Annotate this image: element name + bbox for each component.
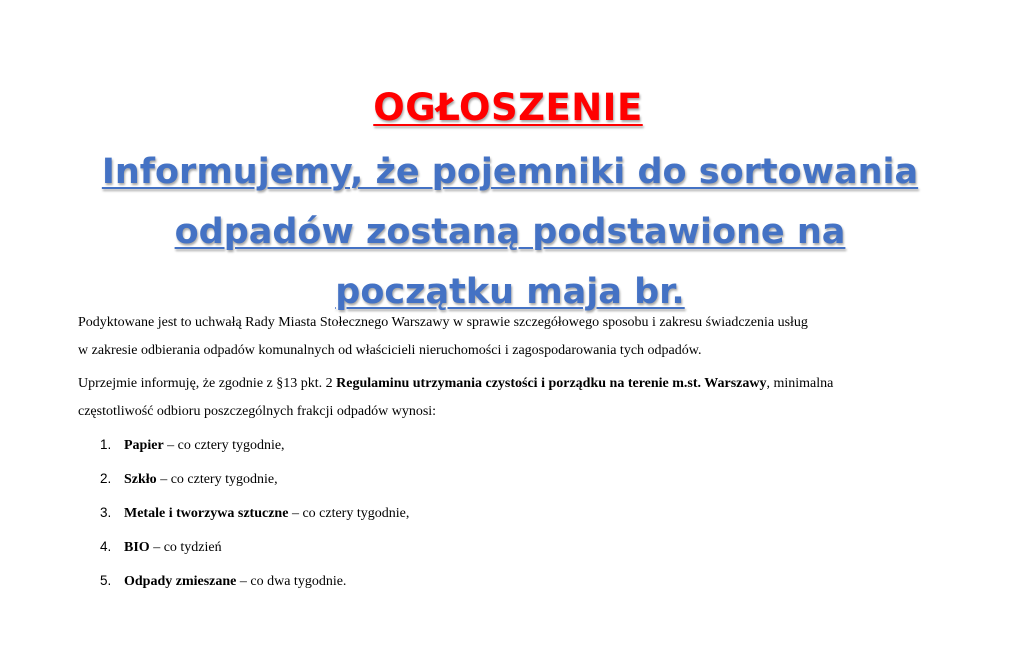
paragraph-line: w zakresie odbierania odpadów komunalnych od właścicieli nieruchomości i zagospodarowania tych odpadów.	[78, 343, 702, 358]
list-number: 5.	[100, 573, 112, 588]
paragraph-line: częstotliwość odbioru poszczególnych frakcji odpadów wynosi:	[78, 404, 437, 419]
headline-line-1: Informujemy, że pojemniki do sortowania	[101, 152, 919, 192]
collection-frequency: – co dwa tygodnie.	[236, 574, 347, 589]
waste-fraction: Papier	[124, 438, 164, 453]
headline-line-2: odpadów zostaną podstawione na	[174, 212, 846, 252]
collection-frequency: – co cztery tygodnie,	[163, 438, 285, 453]
paragraph-line: Podyktowane jest to uchwałą Rady Miasta Stołecznego Warszawy w sprawie szczegółowego sposobu i zakresu świadczenia usług	[78, 315, 808, 330]
waste-fraction: Odpady zmieszane	[124, 574, 237, 589]
waste-fraction: Szkło	[124, 472, 157, 487]
announcement-title: OGŁOSZENIE	[373, 86, 643, 129]
announcement-headline	[60, 142, 960, 322]
list-number: 4.	[100, 539, 112, 554]
paragraph-resolution	[78, 309, 958, 365]
list-number: 2.	[100, 471, 112, 486]
list-item	[100, 496, 409, 530]
headline-line-3: początku maja br.	[335, 272, 685, 312]
list-number: 1.	[100, 437, 112, 452]
paragraph-frequency	[78, 370, 958, 426]
collection-frequency: – co cztery tygodnie,	[156, 472, 278, 487]
waste-fraction: Metale i tworzywa sztuczne	[124, 506, 289, 521]
list-item	[100, 428, 409, 462]
collection-frequency-list	[100, 428, 409, 598]
collection-frequency: – co cztery tygodnie,	[288, 506, 410, 521]
list-item	[100, 564, 409, 598]
paragraph-line	[78, 370, 958, 398]
collection-frequency: – co tydzień	[149, 540, 222, 555]
list-item	[100, 462, 409, 496]
paragraph-text: , minimalna	[766, 376, 834, 391]
list-number: 3.	[100, 505, 112, 520]
paragraph-text: Uprzejmie informuję, że zgodnie z §13 pkt. 2	[78, 376, 337, 391]
regulation-name: Regulaminu utrzymania czystości i porządku na terenie m.st. Warszawy	[336, 376, 767, 391]
waste-fraction: BIO	[124, 540, 150, 555]
list-item	[100, 530, 409, 564]
